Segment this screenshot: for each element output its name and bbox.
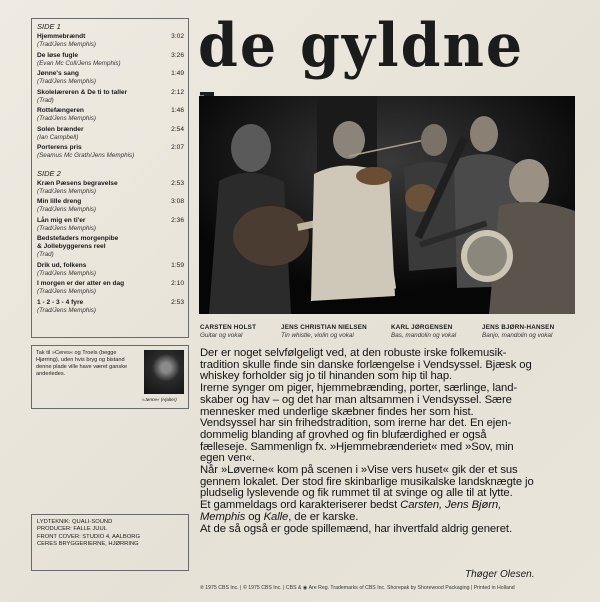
track-title: De løse fugle xyxy=(37,51,79,59)
production-credits xyxy=(31,514,189,571)
track-entry xyxy=(32,144,188,163)
track-title: Hjemmebrændt xyxy=(37,33,86,40)
signature: Thøger Olesen. xyxy=(465,569,535,580)
liner-line: egen ven«. xyxy=(200,452,255,465)
track-duration: 3:08 xyxy=(171,198,184,205)
liner-line xyxy=(200,512,588,524)
side-2-tracklist xyxy=(32,180,188,318)
track-duration: 2:12 xyxy=(171,88,184,96)
track-credit: (Seamus Mc Grath/Jens Memphis) xyxy=(37,152,135,159)
thanks-text: Tak til »Ceres« og Troels (begge Hjørring), uden hvis bryg og bistand denne plade ville have været ganske anderledes. xyxy=(36,350,128,377)
credit-line: CERES BRYGGERIERNE, HJØRRING xyxy=(37,540,139,547)
liner-line: gennem lokalet. Der stod fire skinbarlige musikalske landsknægte jo xyxy=(200,475,534,488)
liner-names: Kalle xyxy=(263,510,289,523)
liner-line: mennesker med underlige skæbner findes her som hist. xyxy=(200,405,474,418)
credit-line: LYDTEKNIK: QUALI-SOUND xyxy=(37,519,113,525)
track-entry xyxy=(32,217,188,236)
track-duration: 2:10 xyxy=(171,280,184,287)
liner-line: pludselig lyslevende og fik rummet til at svinge og alle til at lytte. xyxy=(200,487,513,500)
track-title: Kræn Pæsens begravelse xyxy=(37,179,118,187)
track-credit: (Trad/Jens Memphis) xyxy=(37,269,97,277)
member-carsten: CARSTEN HOLST Guitar og vokal xyxy=(200,324,257,339)
liner-names: Memphis xyxy=(200,510,246,523)
track-duration: 1:46 xyxy=(171,107,184,114)
track-duration: 2:36 xyxy=(171,216,184,224)
track-title: Porterens pris xyxy=(37,144,82,151)
track-title: Skolelæreren & De ti to taller xyxy=(37,88,128,96)
liner-line: tradition skulle finde sin danske forlængelse i Vendsyssel. Bjæsk og xyxy=(200,358,532,371)
portrait-photo xyxy=(144,350,184,394)
track-credit: (Evan Mc Coll/Jens Memphis) xyxy=(37,59,121,67)
liner-line: Når »Løverne« kom på scenen i »Vise vers huset« gik der et sus xyxy=(200,464,518,477)
track-credit: (Trad/Jens Memphis) xyxy=(37,206,97,213)
liner-notes xyxy=(200,348,588,535)
band-photo xyxy=(199,96,575,314)
track-entry xyxy=(32,70,188,89)
band-photo-illustration xyxy=(199,96,575,314)
track-credit: (Trad/Jens Memphis) xyxy=(37,224,97,232)
liner-span: Et gammeldags ord karakteriserer bedst xyxy=(200,499,398,512)
track-entry xyxy=(32,180,188,199)
liner-line: dommelig blanding af grovhed og fin blufærdighed er også xyxy=(200,428,487,441)
legal-footer: ℗ 1975 CBS Inc. | © 1975 CBS Inc. | CBS & ◉ Are Reg. Trademarks of CBS Inc. Shorepak by Shorewood Packaging | Printed in Holland xyxy=(200,585,515,591)
track-entry xyxy=(32,33,188,52)
track-title: Rottefængeren xyxy=(37,107,84,114)
track-duration: 2:54 xyxy=(171,125,184,133)
track-entry xyxy=(32,262,188,281)
track-duration: 2:53 xyxy=(171,298,184,306)
band-title: de gyldne xyxy=(198,10,525,81)
track-duration: 1:49 xyxy=(171,70,184,77)
member-karl: KARL JØRGENSEN Bas, mandolin og vokal xyxy=(391,324,457,339)
track-title: Bedstefaders morgenpibe & Jollebyggerens reel xyxy=(37,235,119,250)
liner-span: og xyxy=(248,510,261,523)
track-duration: 2:53 xyxy=(171,179,184,187)
track-entry xyxy=(32,280,188,299)
side-1-tracklist xyxy=(32,33,188,163)
liner-line: Irerne synger om piger, hjemmebrænding, porter, særlinge, land- xyxy=(200,382,518,395)
track-entry xyxy=(32,235,188,262)
track-entry xyxy=(32,52,188,71)
track-entry xyxy=(32,299,188,318)
track-duration: 2:07 xyxy=(171,144,184,151)
side-2-label: SIDE 2 xyxy=(37,168,61,178)
track-duration: 3:02 xyxy=(171,33,184,40)
track-credit: (Trad/Jens Memphis) xyxy=(37,187,97,195)
liner-line: At de så også er gode spillemænd, har ihvertfald aldrig generet. xyxy=(200,522,512,535)
member-jens-bjorn: JENS BJØRN-HANSEN Banjo, mandolin og vokal xyxy=(482,324,555,339)
track-title: Drik ud, folkens xyxy=(37,261,87,269)
track-credit: (Ian Campbell) xyxy=(37,133,79,141)
side-1-label: SIDE 1 xyxy=(37,22,61,31)
portrait-caption: »Jønne« (Hjalter) xyxy=(142,397,177,402)
track-credit: (Trad/Jens Memphis) xyxy=(37,306,97,314)
track-credit: (Trad/Jens Memphis) xyxy=(37,78,97,85)
track-entry xyxy=(32,107,188,126)
liner-line: Vendsyssel har sin frihedstradition, som irerne har det. En ejen- xyxy=(200,417,512,430)
track-credit: (Trad) xyxy=(37,96,54,104)
credit-line: PRODUCER: FALLE JUUL xyxy=(37,526,107,533)
track-credit: (Trad/Jens Memphis) xyxy=(37,288,97,295)
track-title: Solen brænder xyxy=(37,125,84,133)
track-title: I morgen er der atter en dag xyxy=(37,280,125,287)
tracklist-box xyxy=(31,18,189,338)
track-credit: (Trad/Jens Memphis) xyxy=(37,41,97,48)
track-entry xyxy=(32,198,188,217)
track-entry xyxy=(32,89,188,108)
track-title: Min lille dreng xyxy=(37,198,82,205)
liner-line: Der er noget selvfølgeligt ved, at den robuste irske folkemusik- xyxy=(200,347,507,359)
liner-line: whiskey forholder sig jo til hinanden som hip til hap. xyxy=(200,370,453,383)
credit-line: FRONT COVER: STUDIO 4, AALBORG xyxy=(37,533,140,540)
track-title: Jønne's sang xyxy=(37,70,79,77)
thanks-box xyxy=(31,345,189,409)
liner-span: , de er karske. xyxy=(288,510,359,523)
member-jens-christian: JENS CHRISTIAN NIELSEN Tin whistle, violin og vokal xyxy=(281,324,367,339)
track-title: 1 - 2 - 3 - 4 fyre xyxy=(37,298,84,306)
track-duration: 3:26 xyxy=(171,51,184,59)
track-credit: (Trad) xyxy=(37,251,54,258)
liner-line: fællesеje. Sammenlign fx. »Hjemmebrænderiet« med »Sov, min xyxy=(200,440,514,453)
liner-line: skaber og hav – og det har man altsammen i Vendsyssel. Sære xyxy=(200,393,512,406)
track-title: Lån mig en ti'er xyxy=(37,216,86,224)
track-duration: 1:59 xyxy=(171,261,184,269)
track-credit: (Trad/Jens Memphis) xyxy=(37,115,97,122)
track-entry xyxy=(32,126,188,145)
liner-names: Carsten, Jens Bjørn, xyxy=(400,499,502,512)
